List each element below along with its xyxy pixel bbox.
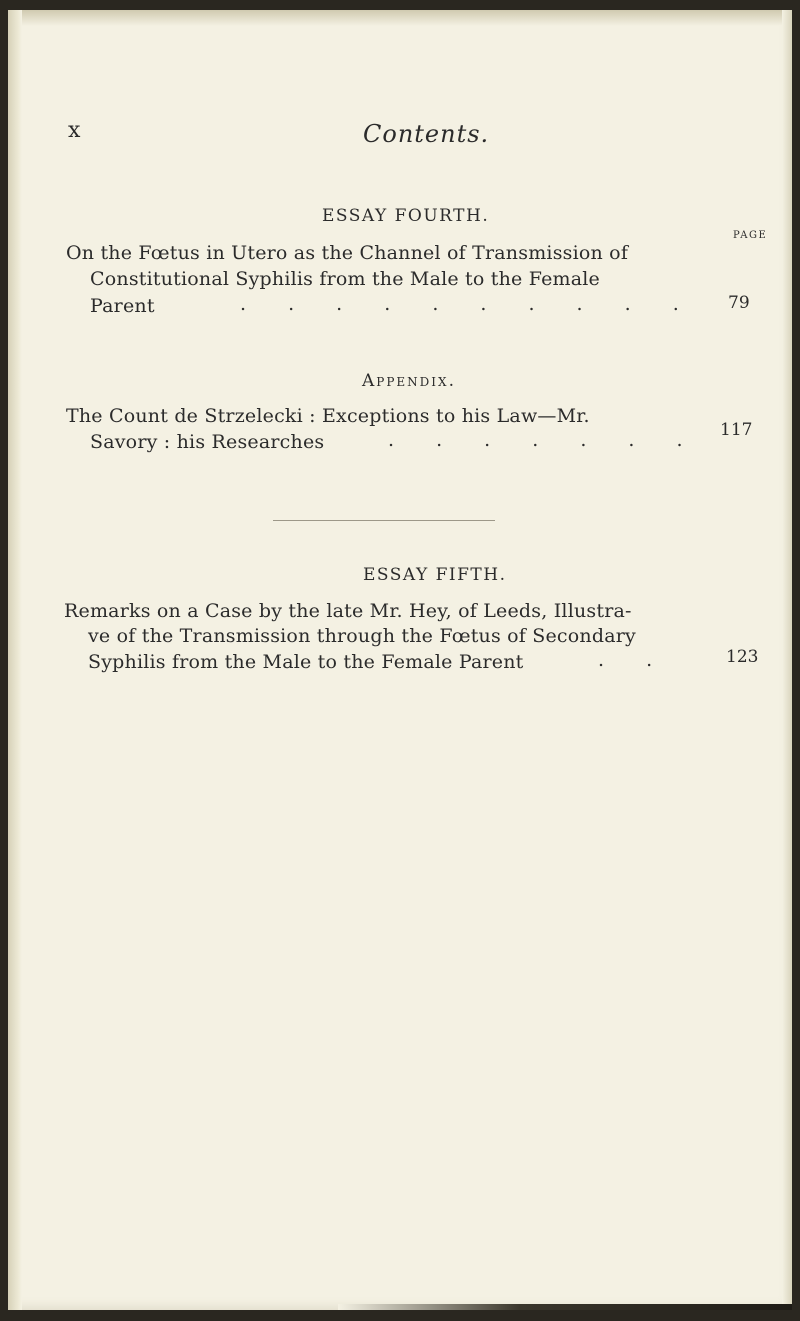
dot-leader: . . — [598, 649, 671, 671]
entry-line: Savory : his Researches — [90, 431, 325, 453]
entry-line: Constitutional Syphilis from the Male to the Female — [90, 268, 600, 290]
dot-leader: . . . . . . . . . . — [240, 293, 697, 315]
section-heading-essay-fourth: ESSAY FOURTH. — [322, 206, 490, 226]
page-edge-left — [8, 10, 22, 1310]
entry-line: On the Fœtus in Utero as the Channel of Transmission of — [66, 242, 629, 264]
entry-page-number: 117 — [720, 420, 753, 440]
section-divider — [273, 520, 495, 521]
entry-page-number: 123 — [726, 647, 759, 667]
section-heading-essay-fifth: ESSAY FIFTH. — [363, 565, 507, 585]
page-column-label: PAGE — [733, 230, 768, 241]
book-page — [8, 10, 792, 1310]
entry-line: ve of the Transmission through the Fœtus of Secondary — [88, 625, 636, 647]
running-title: Contents. — [363, 120, 490, 148]
dot-leader: . . . . . . . — [388, 429, 701, 451]
section-heading-appendix: Appendix. — [362, 371, 456, 391]
page-number: x — [68, 118, 82, 143]
entry-line: The Count de Strzelecki : Exceptions to his Law—Mr. — [66, 405, 590, 427]
entry-line: Parent — [90, 295, 155, 317]
entry-page-number: 79 — [728, 293, 750, 313]
entry-line: Remarks on a Case by the late Mr. Hey, of Leeds, Illustra- — [64, 600, 632, 622]
page-edge-right — [782, 10, 792, 1310]
entry-line: Syphilis from the Male to the Female Parent — [88, 651, 524, 673]
page-edge-bottom — [338, 1304, 792, 1310]
page-edge-top — [8, 10, 792, 26]
